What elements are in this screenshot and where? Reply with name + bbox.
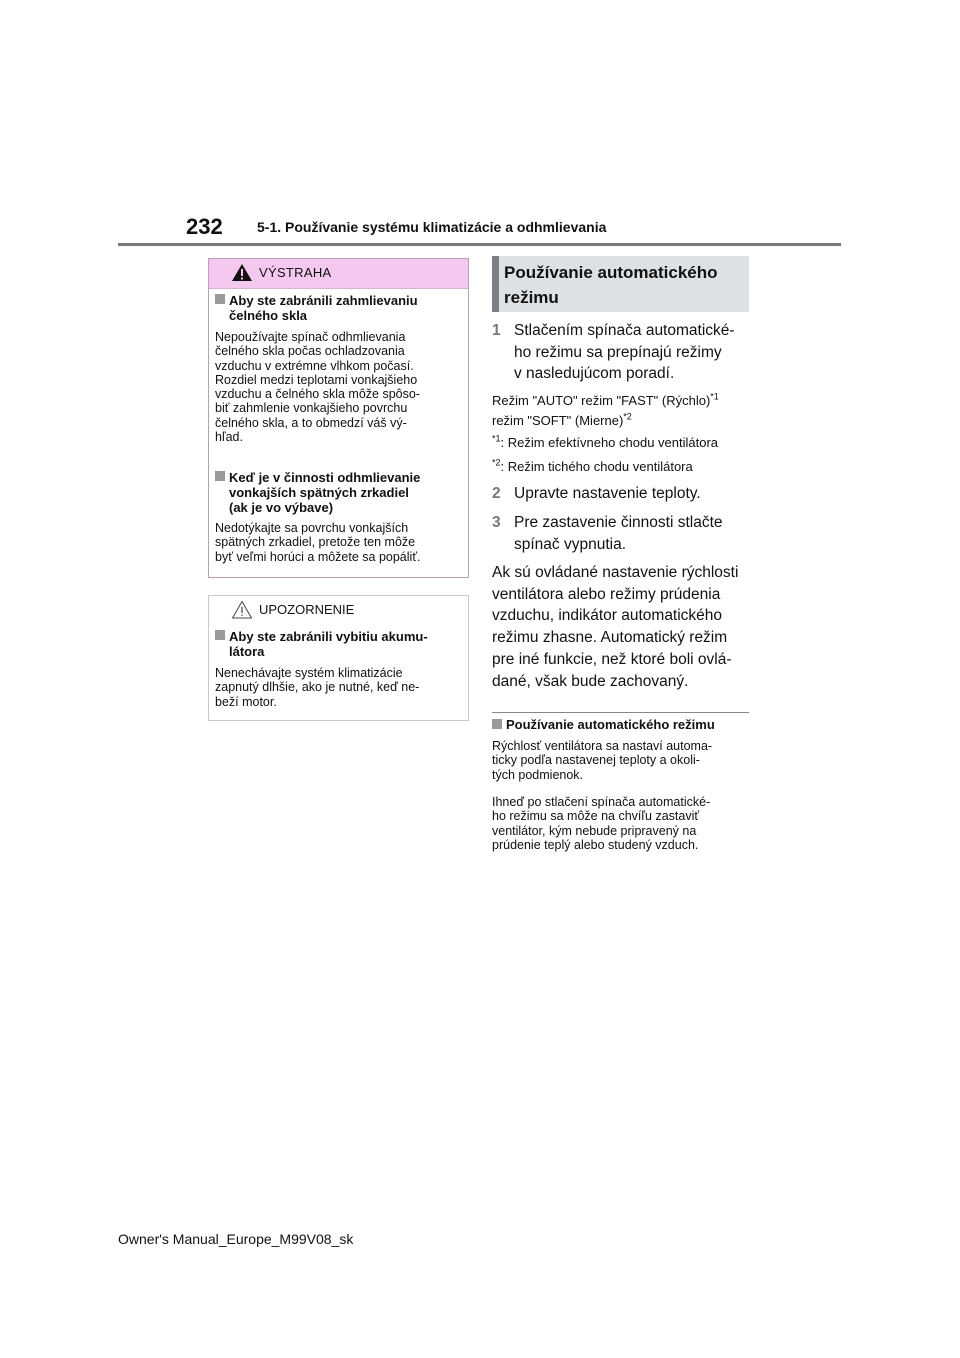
step-3 [492,512,723,555]
warning-icon [231,263,253,282]
step-text: Pre zastavenie činnosti stlačte spínač vypnutia. [514,514,723,553]
square-bullet-icon [215,630,225,640]
footer-text: Owner's Manual_Europe_M99V08_sk [118,1231,354,1247]
notice-box [208,595,469,721]
step-number: 2 [492,485,501,502]
warning-item-heading: Keď je v činnosti odhmlievanie vonkajších spätných zrkadiel (ak je vo výbave) [215,470,420,515]
note-heading: Používanie automatického režimu [492,717,715,732]
section-heading [492,256,749,312]
note-body-1: Rýchlosť ventilátora sa nastaví automa- ticky podľa nastavenej teploty a okoli- tých podmienok. [492,739,713,782]
caution-icon [231,600,253,619]
step-1 [492,320,735,385]
square-bullet-icon [215,294,225,304]
square-bullet-icon [215,471,225,481]
heading-accent-bar [492,256,499,312]
note-body-2: Ihneď po stlačení spínača automatické- ho režimu sa môže na chvíľu zastaviť ventilátor, kým nebude pripravený na prúdenie teplý alebo studený vzduch. [492,795,711,852]
mode-sequence-line-2: režim "SOFT" (Mierne)$^{*2}$ [492,411,632,428]
step-text: Upravte nastavenie teploty. [514,485,701,502]
mode-sequence-line-1: Režim "AUTO" režim "FAST" (Rýchlo)$^{*1}$ [492,391,719,408]
warning-item-body: Nedotýkajte sa povrchu vonkajších spätných zrkadiel, pretože ten môže byť veľmi horúci a môžete sa popáliť. [215,521,421,564]
notice-item-heading: Aby ste zabránili vybitiu akumu- látora [215,629,428,659]
footnote-1: $^{*1}$: Režim efektívneho chodu ventilátora [492,433,719,450]
warning-item-body: Nepoužívajte spínač odhmlievania čelného skla počas ochladzovania vzduchu v extrémne vlhkom počasí. Rozdiel medzi teplotami vonkajšieho vzduchu a čelného skla môže spôso- biť zahmlenie vonkajšieho povrchu čelného skla, a to obmedzí váš vý- hľad. [215,330,420,445]
step-2 [492,483,701,505]
notice-header [209,596,468,623]
warning-title: VÝSTRAHA [259,265,332,280]
step-number: 1 [492,322,501,339]
section-heading-text: Používanie automatického režimu [504,263,718,307]
header-rule [118,243,841,246]
notice-title: UPOZORNENIE [259,602,355,617]
notice-item-body: Nenechávajte systém klimatizácie zapnutý dlhšie, ako je nutné, keď ne- beží motor. [215,666,420,709]
warning-item-heading: Aby ste zabránili zahmlievaniu čelného skla [215,293,418,323]
square-bullet-icon [492,719,502,729]
footnote-2: $^{*2}$: Režim tichého chodu ventilátora [492,457,693,474]
body-paragraph: Ak sú ovládané nastavenie rýchlosti ventilátora alebo režimy prúdenia vzduchu, indikátor automatického režimu zhasne. Automatický režim pre iné funkcie, než ktoré boli ovlá- dané, však bude zachovaný. [492,564,739,690]
step-number: 3 [492,514,501,531]
step-text: Stlačením spínača automatické- ho režimu sa prepínajú režimy v nasledujúcom poradí. [514,322,735,382]
section-title: 5-1. Používanie systému klimatizácie a odhmlievania [257,219,607,235]
warning-header [209,259,468,289]
warning-box [208,258,469,578]
page-number: 232 [186,214,223,239]
note-divider [492,712,749,713]
